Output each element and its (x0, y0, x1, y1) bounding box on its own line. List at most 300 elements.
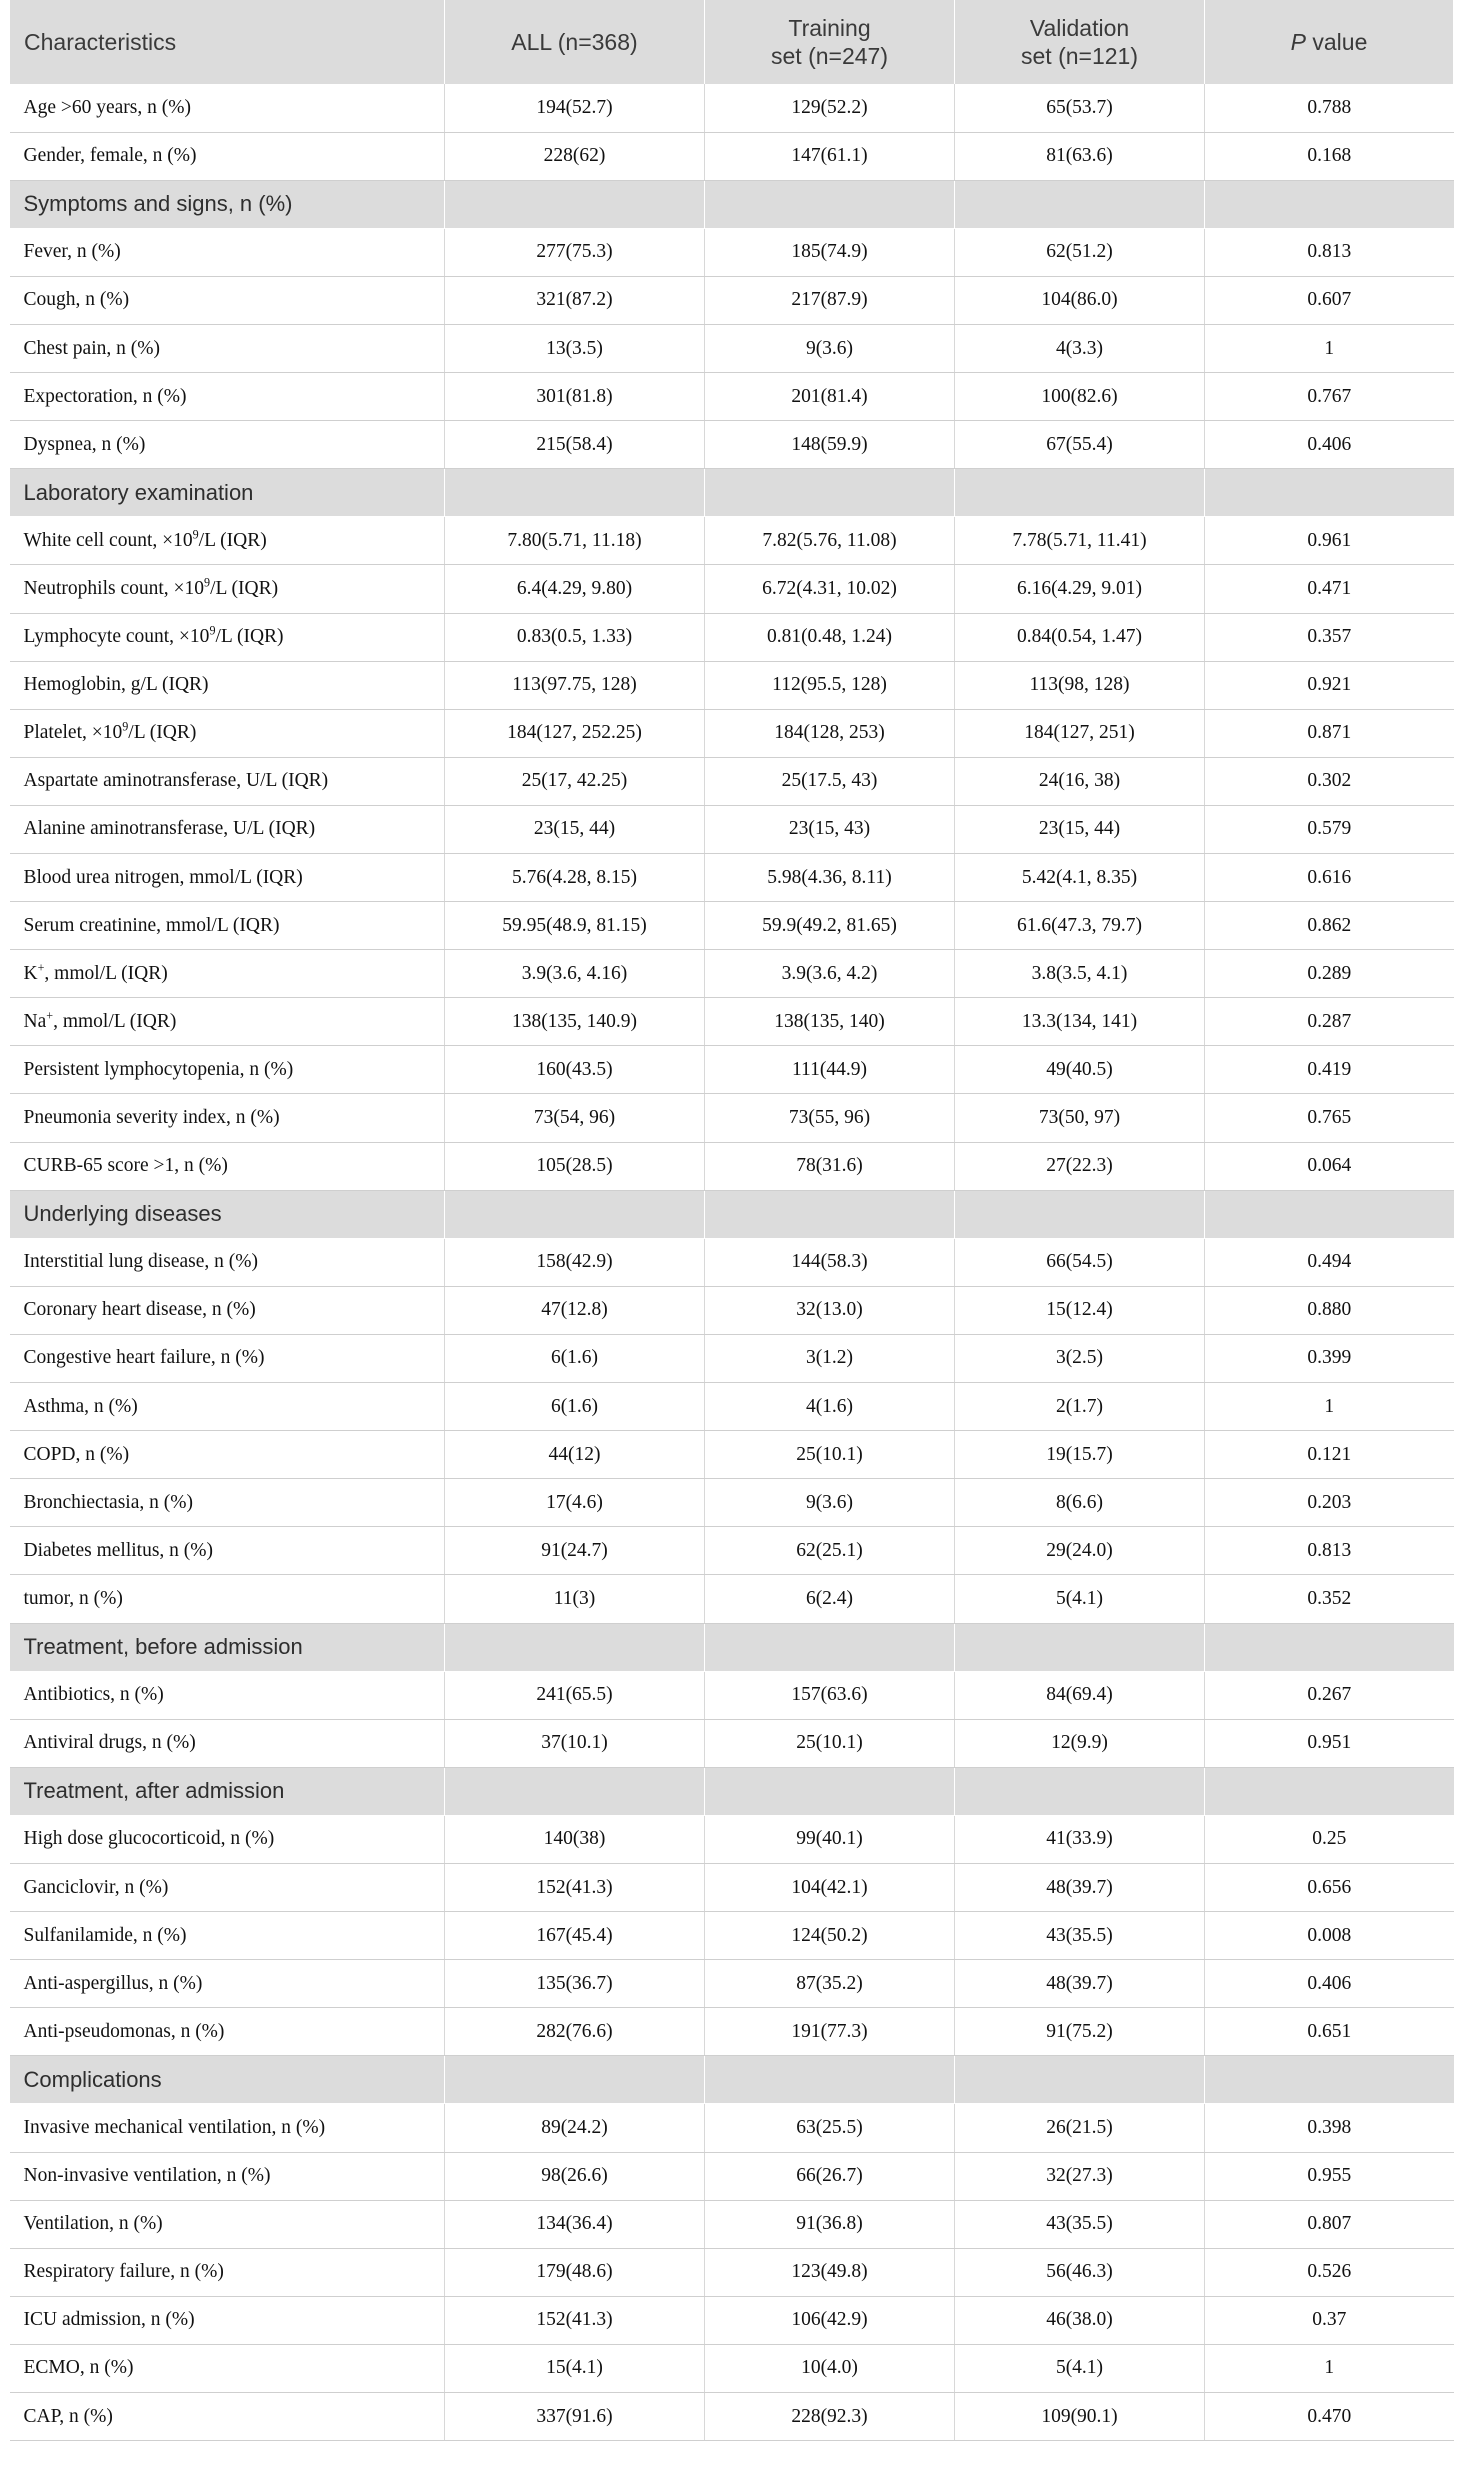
cell-all: 160(43.5) (445, 1046, 705, 1094)
row-label (10, 1046, 445, 1094)
cell-p-value: 0.289 (1205, 950, 1454, 998)
cell-training: 191(77.3) (705, 2008, 955, 2056)
table-row (10, 2393, 1454, 2441)
row-label-text: Fever, n (%) (23, 241, 121, 263)
cell-training: 111(44.9) (705, 1046, 955, 1094)
cell-all: 59.95(48.9, 81.15) (445, 902, 705, 950)
cell-training: 99(40.1) (705, 1815, 955, 1863)
cell-validation: 32(27.3) (955, 2152, 1205, 2200)
row-label-text: Ventilation, n (%) (23, 2213, 163, 2235)
table-row (10, 1960, 1454, 2008)
row-label (10, 84, 445, 132)
cell-all: 113(97.75, 128) (445, 661, 705, 709)
cell-all: 321(87.2) (445, 276, 705, 324)
cell-validation: 81(63.6) (955, 132, 1205, 180)
cell-p-value: 1 (1205, 2344, 1454, 2392)
section-title: Laboratory examination (10, 469, 445, 517)
row-label-superscript: 9 (209, 623, 216, 638)
cell-all: 301(81.8) (445, 373, 705, 421)
cell-p-value: 0.955 (1205, 2152, 1454, 2200)
table-row (10, 2152, 1454, 2200)
cell-p-value: 0.871 (1205, 709, 1454, 757)
cell-all: 6(1.6) (445, 1383, 705, 1431)
cell-training: 78(31.6) (705, 1142, 955, 1190)
section-header-row (10, 180, 1454, 228)
cell-training: 4(1.6) (705, 1383, 955, 1431)
section-empty-cell (955, 2056, 1205, 2104)
row-label-text: Coronary heart disease, n (%) (23, 1299, 256, 1321)
header-p-rest: value (1305, 29, 1368, 55)
row-label-text: Anti-aspergillus, n (%) (23, 1972, 203, 1994)
cell-training: 25(17.5, 43) (705, 757, 955, 805)
row-label (10, 2104, 445, 2152)
cell-training: 7.82(5.76, 11.08) (705, 517, 955, 565)
cell-validation: 5.42(4.1, 8.35) (955, 854, 1205, 902)
row-label (10, 421, 445, 469)
cell-training: 123(49.8) (705, 2248, 955, 2296)
table-row (10, 1863, 1454, 1911)
header-validation (955, 0, 1205, 84)
row-label-text: ICU admission, n (%) (23, 2309, 195, 2331)
row-label-text: Respiratory failure, n (%) (23, 2261, 224, 2283)
cell-validation: 12(9.9) (955, 1719, 1205, 1767)
cell-training: 9(3.6) (705, 1479, 955, 1527)
cell-all: 138(135, 140.9) (445, 998, 705, 1046)
cell-p-value: 0.287 (1205, 998, 1454, 1046)
row-label (10, 757, 445, 805)
header-row (10, 0, 1454, 84)
cell-validation: 0.84(0.54, 1.47) (955, 613, 1205, 661)
cell-all: 91(24.7) (445, 1527, 705, 1575)
row-label (10, 709, 445, 757)
cell-training: 5.98(4.36, 8.11) (705, 854, 955, 902)
table-row (10, 709, 1454, 757)
cell-all: 11(3) (445, 1575, 705, 1623)
cell-training: 148(59.9) (705, 421, 955, 469)
table-row (10, 421, 1454, 469)
table-row (10, 1431, 1454, 1479)
row-label-text: Persistent lymphocytopenia, n (%) (23, 1058, 294, 1080)
row-label-text: K (23, 962, 38, 984)
table-row (10, 2008, 1454, 2056)
cell-validation: 41(33.9) (955, 1815, 1205, 1863)
characteristics-table (9, 0, 1454, 2441)
section-header-row (10, 1767, 1454, 1815)
table-row (10, 2104, 1454, 2152)
table-row (10, 2296, 1454, 2344)
cell-training: 91(36.8) (705, 2200, 955, 2248)
section-empty-cell (445, 1767, 705, 1815)
cell-validation: 15(12.4) (955, 1286, 1205, 1334)
row-label (10, 2393, 445, 2441)
section-empty-cell (705, 1190, 955, 1238)
cell-training: 66(26.7) (705, 2152, 955, 2200)
row-label (10, 2344, 445, 2392)
row-label-unit: /L (IQR) (198, 529, 267, 551)
row-label-unit: /L (IQR) (210, 577, 279, 599)
row-label (10, 1383, 445, 1431)
cell-validation: 56(46.3) (955, 2248, 1205, 2296)
section-empty-cell (955, 469, 1205, 517)
cell-all: 6(1.6) (445, 1334, 705, 1382)
section-title: Treatment, before admission (10, 1623, 445, 1671)
cell-all: 167(45.4) (445, 1912, 705, 1960)
cell-validation: 3(2.5) (955, 1334, 1205, 1382)
cell-training: 217(87.9) (705, 276, 955, 324)
row-label-text: Age >60 years, n (%) (23, 96, 191, 118)
row-label-text: COPD, n (%) (23, 1443, 130, 1465)
cell-p-value: 0.788 (1205, 84, 1454, 132)
row-label-text: Antiviral drugs, n (%) (23, 1732, 196, 1754)
cell-validation: 43(35.5) (955, 2200, 1205, 2248)
table-row (10, 1094, 1454, 1142)
table-row (10, 565, 1454, 613)
table-row (10, 132, 1454, 180)
row-label-text: Invasive mechanical ventilation, n (%) (23, 2116, 326, 2138)
cell-training: 185(74.9) (705, 228, 955, 276)
row-label-text: Chest pain, n (%) (23, 337, 160, 359)
cell-p-value: 0.121 (1205, 1431, 1454, 1479)
cell-validation: 48(39.7) (955, 1960, 1205, 2008)
cell-training: 32(13.0) (705, 1286, 955, 1334)
cell-training: 201(81.4) (705, 373, 955, 421)
table-row (10, 1815, 1454, 1863)
table-row (10, 1383, 1454, 1431)
section-empty-cell (955, 1623, 1205, 1671)
cell-validation: 49(40.5) (955, 1046, 1205, 1094)
cell-validation: 61.6(47.3, 79.7) (955, 902, 1205, 950)
header-training-line1: Training (788, 15, 871, 41)
cell-validation: 26(21.5) (955, 2104, 1205, 2152)
table-body (10, 84, 1454, 2441)
row-label (10, 1431, 445, 1479)
cell-validation: 5(4.1) (955, 1575, 1205, 1623)
cell-p-value: 0.651 (1205, 2008, 1454, 2056)
cell-validation: 8(6.6) (955, 1479, 1205, 1527)
cell-all: 152(41.3) (445, 2296, 705, 2344)
row-label-text: Lymphocyte count, ×10 (23, 626, 210, 648)
cell-validation: 23(15, 44) (955, 805, 1205, 853)
row-label (10, 1671, 445, 1719)
cell-validation: 19(15.7) (955, 1431, 1205, 1479)
row-label-text: Asthma, n (%) (23, 1395, 138, 1417)
row-label-text: CAP, n (%) (23, 2405, 113, 2427)
table-row (10, 661, 1454, 709)
cell-all: 140(38) (445, 1815, 705, 1863)
cell-p-value: 0.607 (1205, 276, 1454, 324)
row-label (10, 132, 445, 180)
section-empty-cell (1205, 1623, 1454, 1671)
row-label-text: Blood urea nitrogen, mmol/L (IQR) (23, 866, 303, 888)
header-training-line2: set (n=247) (771, 43, 888, 69)
row-label-text: Bronchiectasia, n (%) (23, 1491, 193, 1513)
table-row (10, 1142, 1454, 1190)
row-label-text: Diabetes mellitus, n (%) (23, 1539, 214, 1561)
cell-training: 25(10.1) (705, 1719, 955, 1767)
table-row (10, 1046, 1454, 1094)
cell-training: 144(58.3) (705, 1238, 955, 1286)
section-empty-cell (705, 2056, 955, 2104)
cell-validation: 109(90.1) (955, 2393, 1205, 2441)
row-label (10, 950, 445, 998)
row-label-text: Gender, female, n (%) (23, 145, 197, 167)
row-label (10, 228, 445, 276)
row-label-text: Congestive heart failure, n (%) (23, 1347, 265, 1369)
row-label-text: Anti-pseudomonas, n (%) (23, 2020, 225, 2042)
cell-training: 106(42.9) (705, 2296, 955, 2344)
cell-all: 47(12.8) (445, 1286, 705, 1334)
row-label (10, 1912, 445, 1960)
table-row (10, 2344, 1454, 2392)
row-label-superscript: + (37, 960, 45, 975)
row-label (10, 1575, 445, 1623)
section-empty-cell (1205, 2056, 1454, 2104)
cell-training: 9(3.6) (705, 324, 955, 372)
section-empty-cell (955, 1190, 1205, 1238)
row-label (10, 854, 445, 902)
section-empty-cell (705, 1623, 955, 1671)
table-row (10, 950, 1454, 998)
cell-all: 17(4.6) (445, 1479, 705, 1527)
table-row (10, 1334, 1454, 1382)
table-row (10, 1912, 1454, 1960)
cell-p-value: 0.921 (1205, 661, 1454, 709)
cell-training: 10(4.0) (705, 2344, 955, 2392)
row-label (10, 1238, 445, 1286)
cell-validation: 2(1.7) (955, 1383, 1205, 1431)
cell-training: 63(25.5) (705, 2104, 955, 2152)
row-label (10, 805, 445, 853)
section-empty-cell (955, 1767, 1205, 1815)
table-row (10, 324, 1454, 372)
section-empty-cell (1205, 1190, 1454, 1238)
cell-training: 104(42.1) (705, 1863, 955, 1911)
cell-p-value: 0.862 (1205, 902, 1454, 950)
cell-training: 184(128, 253) (705, 709, 955, 757)
section-empty-cell (705, 1767, 955, 1815)
table-row (10, 228, 1454, 276)
row-label (10, 276, 445, 324)
row-label-text: tumor, n (%) (23, 1587, 123, 1609)
cell-validation: 48(39.7) (955, 1863, 1205, 1911)
row-label (10, 373, 445, 421)
row-label-text: Sulfanilamide, n (%) (23, 1924, 187, 1946)
table-row (10, 1479, 1454, 1527)
header-training (705, 0, 955, 84)
cell-all: 25(17, 42.25) (445, 757, 705, 805)
section-empty-cell (445, 2056, 705, 2104)
row-label (10, 565, 445, 613)
cell-p-value: 0.951 (1205, 1719, 1454, 1767)
cell-p-value: 0.470 (1205, 2393, 1454, 2441)
table-row (10, 613, 1454, 661)
cell-validation: 65(53.7) (955, 84, 1205, 132)
section-header-row (10, 1623, 1454, 1671)
cell-validation: 66(54.5) (955, 1238, 1205, 1286)
row-label-text: Ganciclovir, n (%) (23, 1876, 169, 1898)
cell-p-value: 0.302 (1205, 757, 1454, 805)
row-label-unit: , mmol/L (IQR) (44, 962, 168, 984)
cell-all: 44(12) (445, 1431, 705, 1479)
cell-training: 138(135, 140) (705, 998, 955, 1046)
cell-training: 147(61.1) (705, 132, 955, 180)
cell-all: 6.4(4.29, 9.80) (445, 565, 705, 613)
cell-all: 89(24.2) (445, 2104, 705, 2152)
cell-p-value: 0.267 (1205, 1671, 1454, 1719)
header-characteristics: Characteristics (10, 0, 445, 84)
cell-training: 23(15, 43) (705, 805, 955, 853)
row-label-text: Dyspnea, n (%) (23, 433, 146, 455)
cell-all: 105(28.5) (445, 1142, 705, 1190)
row-label (10, 1142, 445, 1190)
section-empty-cell (445, 469, 705, 517)
cell-all: 215(58.4) (445, 421, 705, 469)
row-label-text: Serum creatinine, mmol/L (IQR) (23, 914, 280, 936)
row-label-text: Interstitial lung disease, n (%) (23, 1251, 258, 1273)
cell-training: 87(35.2) (705, 1960, 955, 2008)
table-row (10, 1671, 1454, 1719)
row-label (10, 1960, 445, 2008)
cell-validation: 62(51.2) (955, 228, 1205, 276)
cell-training: 228(92.3) (705, 2393, 955, 2441)
section-empty-cell (1205, 469, 1454, 517)
row-label (10, 2008, 445, 2056)
row-label (10, 1719, 445, 1767)
row-label-text: Platelet, ×10 (23, 722, 123, 744)
cell-validation: 4(3.3) (955, 324, 1205, 372)
cell-all: 179(48.6) (445, 2248, 705, 2296)
cell-training: 0.81(0.48, 1.24) (705, 613, 955, 661)
row-label-superscript: 9 (122, 719, 129, 734)
header-validation-line1: Validation (1029, 15, 1130, 41)
cell-all: 337(91.6) (445, 2393, 705, 2441)
cell-validation: 46(38.0) (955, 2296, 1205, 2344)
row-label-text: Cough, n (%) (23, 289, 130, 311)
cell-all: 135(36.7) (445, 1960, 705, 2008)
cell-validation: 184(127, 251) (955, 709, 1205, 757)
cell-p-value: 0.880 (1205, 1286, 1454, 1334)
cell-validation: 24(16, 38) (955, 757, 1205, 805)
row-label-text: Neutrophils count, ×10 (23, 577, 205, 599)
section-header-row (10, 2056, 1454, 2104)
cell-p-value: 0.494 (1205, 1238, 1454, 1286)
section-title: Treatment, after admission (10, 1767, 445, 1815)
table-row (10, 1719, 1454, 1767)
cell-p-value: 0.352 (1205, 1575, 1454, 1623)
row-label-unit: , mmol/L (IQR) (53, 1010, 177, 1032)
cell-validation: 29(24.0) (955, 1527, 1205, 1575)
row-label-text: Hemoglobin, g/L (IQR) (23, 674, 209, 696)
cell-training: 157(63.6) (705, 1671, 955, 1719)
cell-p-value: 0.406 (1205, 421, 1454, 469)
table-row (10, 805, 1454, 853)
cell-all: 73(54, 96) (445, 1094, 705, 1142)
row-label-text: Pneumonia severity index, n (%) (23, 1107, 280, 1129)
cell-all: 184(127, 252.25) (445, 709, 705, 757)
cell-all: 158(42.9) (445, 1238, 705, 1286)
row-label (10, 2152, 445, 2200)
section-title: Symptoms and signs, n (%) (10, 180, 445, 228)
cell-all: 194(52.7) (445, 84, 705, 132)
cell-training: 59.9(49.2, 81.65) (705, 902, 955, 950)
cell-validation: 113(98, 128) (955, 661, 1205, 709)
table-header (10, 0, 1454, 84)
cell-all: 3.9(3.6, 4.16) (445, 950, 705, 998)
row-label-text: High dose glucocorticoid, n (%) (23, 1828, 275, 1850)
row-label (10, 1479, 445, 1527)
cell-p-value: 0.419 (1205, 1046, 1454, 1094)
section-empty-cell (955, 180, 1205, 228)
row-label-text: ECMO, n (%) (23, 2357, 134, 2379)
section-empty-cell (445, 1190, 705, 1238)
row-label-text: Non-invasive ventilation, n (%) (23, 2165, 271, 2187)
cell-all: 37(10.1) (445, 1719, 705, 1767)
cell-validation: 67(55.4) (955, 421, 1205, 469)
cell-p-value: 0.765 (1205, 1094, 1454, 1142)
row-label (10, 1094, 445, 1142)
cell-validation: 73(50, 97) (955, 1094, 1205, 1142)
row-label-text: Expectoration, n (%) (23, 385, 187, 407)
section-empty-cell (705, 180, 955, 228)
row-label (10, 613, 445, 661)
cell-all: 134(36.4) (445, 2200, 705, 2248)
row-label (10, 324, 445, 372)
header-p-italic: P (1290, 29, 1306, 55)
cell-p-value: 0.37 (1205, 2296, 1454, 2344)
row-label (10, 661, 445, 709)
row-label (10, 1863, 445, 1911)
row-label-text: Na (23, 1010, 47, 1032)
section-empty-cell (1205, 180, 1454, 228)
cell-p-value: 0.203 (1205, 1479, 1454, 1527)
row-label (10, 1527, 445, 1575)
row-label-text: Antibiotics, n (%) (23, 1684, 164, 1706)
cell-p-value: 0.398 (1205, 2104, 1454, 2152)
cell-validation: 100(82.6) (955, 373, 1205, 421)
table-row (10, 854, 1454, 902)
row-label (10, 1286, 445, 1334)
table-row (10, 84, 1454, 132)
cell-all: 98(26.6) (445, 2152, 705, 2200)
table-row (10, 1286, 1454, 1334)
cell-p-value: 0.579 (1205, 805, 1454, 853)
cell-p-value: 0.616 (1205, 854, 1454, 902)
row-label-text: CURB-65 score >1, n (%) (23, 1155, 228, 1177)
row-label (10, 517, 445, 565)
row-label (10, 2296, 445, 2344)
row-label (10, 2248, 445, 2296)
row-label-text: White cell count, ×10 (23, 529, 193, 551)
cell-p-value: 1 (1205, 1383, 1454, 1431)
cell-training: 124(50.2) (705, 1912, 955, 1960)
cell-validation: 104(86.0) (955, 276, 1205, 324)
cell-validation: 7.78(5.71, 11.41) (955, 517, 1205, 565)
table-row (10, 373, 1454, 421)
table-row (10, 517, 1454, 565)
cell-p-value: 0.807 (1205, 2200, 1454, 2248)
table-row (10, 1527, 1454, 1575)
cell-validation: 27(22.3) (955, 1142, 1205, 1190)
row-label (10, 902, 445, 950)
cell-validation: 43(35.5) (955, 1912, 1205, 1960)
table-row (10, 1575, 1454, 1623)
cell-p-value: 0.357 (1205, 613, 1454, 661)
cell-training: 6(2.4) (705, 1575, 955, 1623)
cell-p-value: 1 (1205, 324, 1454, 372)
cell-training: 3(1.2) (705, 1334, 955, 1382)
cell-training: 112(95.5, 128) (705, 661, 955, 709)
table-row (10, 998, 1454, 1046)
